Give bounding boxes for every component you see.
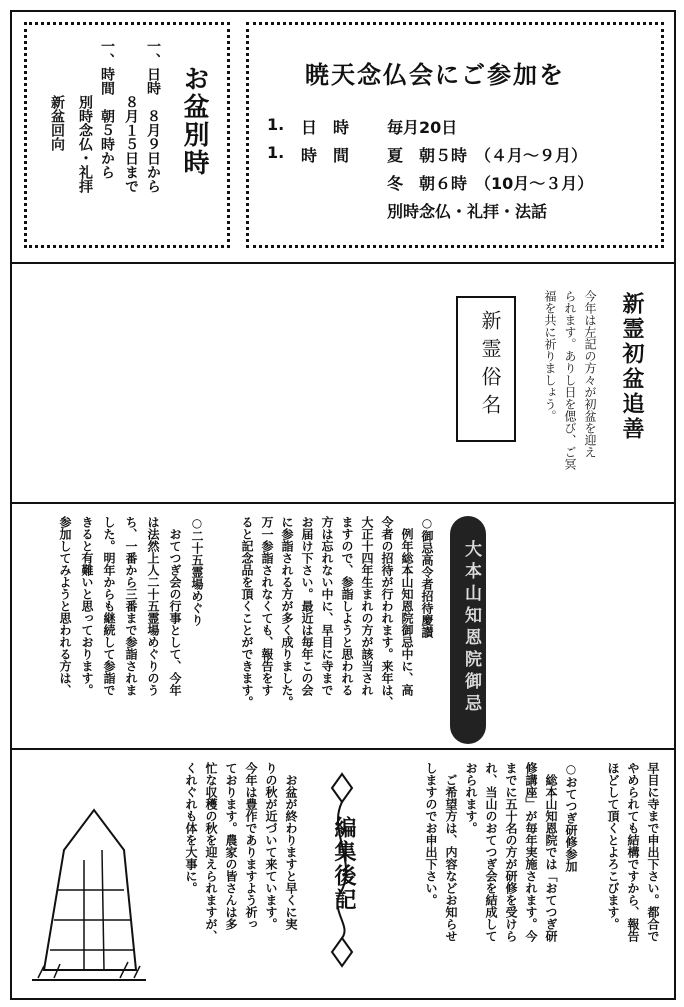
bot-c16: 忙な収穫の秋を迎えられますが、: [204, 762, 218, 942]
gyoten-r1-label: 日 時: [301, 118, 350, 137]
bot-c17: くれぐれも体を大事に。: [184, 762, 198, 894]
gyoten-box: [246, 22, 664, 248]
mid-col5: ますので、参詣しようと思われる: [340, 516, 354, 696]
mid-col8: に参詣される方が多く成りました。: [280, 516, 294, 708]
obon-line1: 一、日時 ８月９日から: [145, 39, 161, 193]
bot-c13: りの秋が近づいて来ています。: [264, 762, 278, 930]
gyoten-title: 暁天念仏会にご参加を: [305, 61, 565, 89]
divider-2: [10, 502, 676, 504]
bot-c6: 修講座」が毎年実施されます。今: [524, 762, 538, 942]
divider-3: [10, 748, 676, 750]
mid-col17: 参加してみようと思われる方は、: [58, 516, 72, 696]
bot-c14: 今年は豊作でありますよう祈っ: [244, 762, 258, 930]
bot-c8: れ、当山のおてつぎ会を結成して: [484, 762, 498, 942]
gyoten-r1-val: 毎月20日: [387, 118, 458, 137]
obon-line5: 新盆回向: [49, 95, 65, 151]
bot-c1: 早目に寺まで申出下さい。都合で: [646, 762, 660, 942]
chionin-banner: [450, 516, 486, 744]
bot-c7: までに五十名の方が研修を受けら: [504, 762, 518, 942]
mid-col9: 万一参詣されなくても、報告をす: [260, 516, 274, 696]
niibon-name-box: [456, 296, 516, 442]
mid-col4: 大正十四年生まれの方が該当され: [360, 516, 374, 696]
gyoten-r4-val: 別時念仏・礼拝・法話: [387, 202, 548, 221]
bot-c3: ほどして頂くとよろこびます。: [606, 762, 620, 930]
bot-c11: しますのでお申出下さい。: [424, 762, 438, 906]
bot-c10: ご希望方は、内容などお知らせ: [444, 762, 458, 942]
bot-c15: ております。農家の皆さんは多: [224, 762, 238, 930]
mid-col12: おてつぎ会の行事として、今年: [168, 516, 182, 696]
obon-line4: 別時念仏・礼拝: [77, 95, 93, 193]
niibon-box-label: 新霊俗名: [478, 310, 502, 422]
chionin-banner-text: 大本山知恩院御忌: [461, 540, 481, 716]
gyoten-r2-val: 夏 朝５時 （４月～９月）: [387, 146, 588, 165]
harvest-sketch-illustration: [24, 790, 154, 990]
obon-box: [24, 22, 230, 248]
mid-col14: ち、一番から三番まで参詣されま: [124, 516, 138, 696]
niibon-title: 新霊初盆追善: [619, 292, 644, 442]
gyoten-r2-label: 時 間: [301, 146, 350, 165]
mid-col13: は法然上人二十五霊場めぐりのう: [146, 516, 160, 696]
mid-col10: ると記念品を頂くことができます。: [240, 516, 254, 708]
gyoten-r3-val: 冬 朝６時 （10月～３月）: [387, 174, 594, 193]
niibon-body1: 今年は左記の方々が初盆を迎え: [583, 290, 597, 458]
bot-c9: おられます。: [464, 762, 478, 834]
bot-c2: やめられても結構ですから、報告: [626, 762, 640, 942]
obon-title: お盆別時: [179, 65, 209, 177]
bot-c12: お盆が終わりますと早くに実: [284, 762, 298, 930]
henshu-kouki-ornament: [318, 770, 366, 970]
obon-line2: ８月１５日まで: [123, 95, 139, 193]
mid-col1: ○御忌高令者招待慶讃: [420, 516, 434, 638]
obon-line3: 一、時間 朝５時から: [99, 39, 115, 179]
niibon-body3: 福を共に祈りましょう。: [543, 290, 557, 422]
divider-1: [10, 262, 676, 264]
mid-col16: きると有難いと思っております。: [80, 516, 94, 696]
mid-col7: お届け下さい。最近は毎年この会: [300, 516, 314, 696]
gyoten-r2-num: 1.: [267, 143, 285, 162]
gyoten-r1-num: 1.: [267, 115, 285, 134]
bot-c4: ○おてつぎ研修参加: [564, 762, 578, 872]
mid-col15: した。明年からも継続して参詣で: [102, 516, 116, 696]
mid-col2: 例年総本山知恩院御忌中に、高: [400, 516, 414, 696]
mid-col3: 令者の招待が行われます。来年は、: [380, 516, 394, 708]
henshu-kouki-title: 編集後記: [331, 816, 356, 912]
mid-col6: 方は忘れない中に、早目に寺まで: [320, 516, 334, 696]
mid-col11: ○二十五霊場めぐり: [190, 516, 204, 626]
niibon-body2: られます。ありし日を偲び、ご冥: [563, 290, 577, 470]
bot-c5: 総本山知恩院では「おてつぎ研: [544, 762, 558, 942]
